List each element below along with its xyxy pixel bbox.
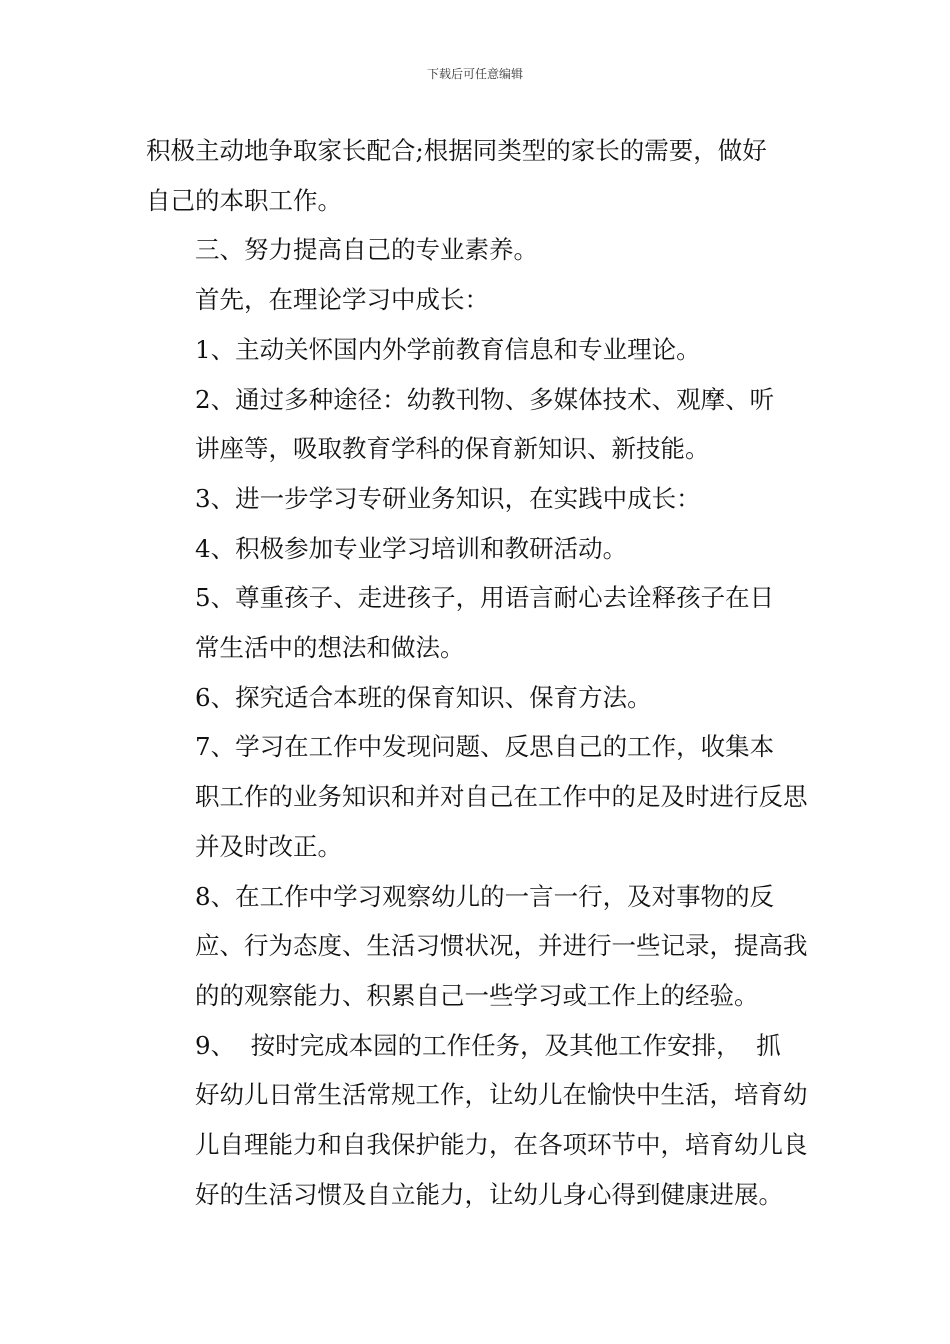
text-line: 2、通过多种途径：幼教刊物、多媒体技术、观摩、听: [195, 384, 775, 414]
text-line: 3、进一步学习专研业务知识，在实践中成长：: [195, 483, 701, 513]
list-item-2: [146, 375, 808, 474]
text-line: 好的生活习惯及自立能力，让幼儿身心得到健康进展。: [195, 1179, 783, 1209]
text-line: 常生活中的想法和做法。: [195, 633, 465, 663]
list-item-4: [146, 524, 808, 574]
text-line: 8、在工作中学习观察幼儿的一言一行，及对事物的反: [195, 881, 775, 911]
text-line: 4、积极参加专业学习培训和教研活动。: [195, 533, 628, 563]
list-item-1: [146, 325, 808, 375]
text-line: 职工作的业务知识和并对自己在工作中的足及时进行反思: [195, 782, 808, 812]
page-header: 下载后可任意编辑: [426, 67, 523, 81]
text-line: 应、行为态度、生活习惯状况，并进行一些记录，提高我: [195, 931, 808, 961]
text-line: 讲座等，吸取教育学科的保育新知识、新技能。: [195, 434, 710, 464]
text-line: 的的观察能力、积累自己一些学习或工作上的经验。: [195, 980, 759, 1010]
text-line: 5、尊重孩子、走进孩子，用语言耐心去诠释孩子在日: [195, 583, 775, 613]
list-item-6: [146, 673, 808, 723]
text-line: 首先，在理论学习中成长：: [195, 285, 489, 315]
text-line: 好幼儿日常生活常规工作，让幼儿在愉快中生活，培育幼: [195, 1080, 808, 1110]
text-line: 三、努力提高自己的专业素养。: [195, 235, 538, 265]
text-line: 儿自理能力和自我保护能力，在各项环节中，培育幼儿良: [195, 1130, 808, 1160]
paragraph-intro: [146, 275, 808, 325]
text-line: 9、 按时完成本园的工作任务，及其他工作安排， 抓: [195, 1030, 781, 1060]
list-item-8: [146, 872, 808, 1021]
list-item-7: [146, 722, 808, 871]
document-body: [146, 126, 808, 1219]
text-line: 1、主动关怀国内外学前教育信息和专业理论。: [195, 334, 701, 364]
paragraph-continuation: [146, 126, 808, 225]
text-line: 自己的本职工作。: [146, 185, 342, 215]
text-line: 6、探究适合本班的保育知识、保育方法。: [195, 682, 652, 712]
list-item-9: [146, 1021, 808, 1220]
text-line: 积极主动地争取家长配合;根据同类型的家长的需要，做好: [146, 136, 767, 165]
section-heading: [146, 225, 808, 275]
text-line: 并及时改正。: [195, 831, 342, 861]
list-item-5: [146, 573, 808, 672]
text-line: 7、学习在工作中发现问题、反思自己的工作，收集本: [195, 732, 775, 762]
list-item-3: [146, 474, 808, 524]
